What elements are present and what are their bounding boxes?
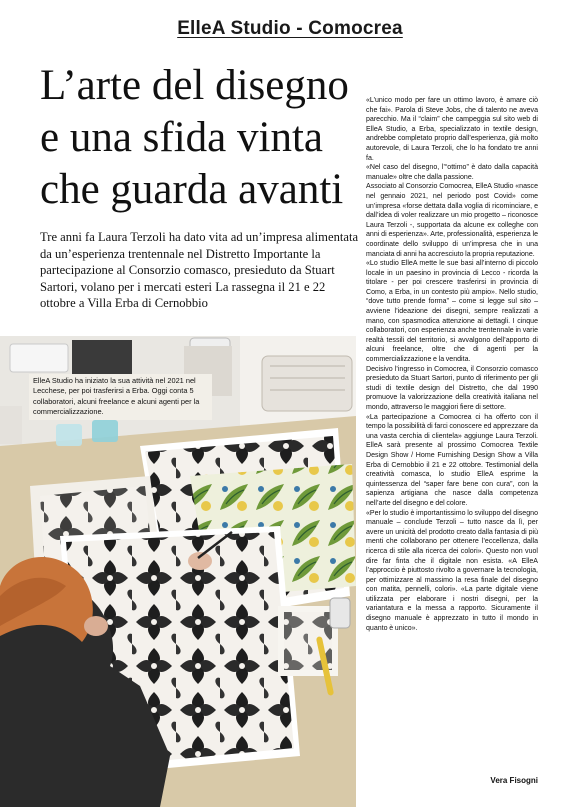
body-paragraph: «Lo studio ElleA mette le sue basi all’interno di piccolo locale in un paesino in provincia di Lecco - ricorda la titolare - per poi crescere trasferirsi in provincia di Como, a Erba, in un contesto più ampio». Nello studio, “dove tutto prende forma” – come si legge sul sito – avviene l’ideazione dei disegni, sempre realizzati a mano, con spasmodica attenzione ai dettagli. I cinque collaboratori, con esperienza anche trentennale in varie realtà tessili del territorio, si avvalgono dell’apporto di alcuni freelance, oltre che di agenti per la commercializzazione e la vendita. [366, 260, 538, 364]
kicker-text: ElleA Studio - Comocrea [177, 18, 403, 39]
standfirst: Tre anni fa Laura Terzoli ha dato vita ad un’impresa alimentata da un’esperienza trentennale nel Distretto Importante la partecipazione al Consorzio comasco, presieduto da Stuart Sartori, volano per i mercati esteri La rassegna il 21 e 22 ottobre a Villa Erba di Cernobbio [40, 230, 359, 311]
photo-caption: ElleA Studio ha iniziato la sua attività nel 2021 nel Lecchese, per poi trasferirsi a Erba. Oggi conta 5 collaboratori, alcuni freelance e alcuni agenti per la commercializzazione. [29, 374, 212, 420]
author-signature: Vera Fisogni [490, 776, 538, 785]
headline-line: e una sfida vinta [40, 114, 323, 161]
body-paragraph: Decisivo l’ingresso in Comocrea, il Consorzio comasco presieduto da Stuart Sartori, punto di riferimento per gli studi di textile design del Distretto, che dal 1990 promuove la valorizzazione della creatività italiana nel mondo, attraverso le maggiori fiere di settore. [366, 365, 538, 411]
headline [40, 60, 375, 216]
body-paragraph: «Per lo studio è importantissimo lo sviluppo del disegno manuale – conclude Terzoli – tutto nasce da lì, per avere un unicità del prodotto creato dalla fantasia di più menti che collaborano per ottenere l’eccellenza, dalla ricerca di stile alla ricerca dei colori». Questo non vuol dire far finta che il digitale non esista. «A ElleA l’approccio è piuttosto rivolto a governare la tecnologia, per ottimizzare al massimo la resa finale del disegno con matita, pennelli, colori». «La parte digitale viene utilizzata per elaborare i nostri disegni, per la variantatura e la messa a rapporto. Sicuramente il disegno manuale è apprezzato in tutto il mondo in quanto è unico». [366, 509, 538, 632]
body-paragraph: Associato al Consorzio Comocrea, ElleA Studio «nasce nel gennaio 2021, nel periodo post Covid» come un’impresa «forse dettata dalla voglia di ricominciare, e dall’idea di voler realizzare un mio progetto – riconosce Laura Terzoli -, supportata da alcune ex colleghe con anni di esperienza». Arte, professionalità, esperienza le coordinate dello sviluppo di un’impresa che in una manciata di anni ha accresciuto la propria reputazione. [366, 183, 538, 258]
headline-line: L’arte del disegno [40, 62, 349, 109]
section-kicker [0, 18, 580, 40]
headline-line: che guarda avanti [40, 166, 344, 213]
article-body [366, 96, 538, 633]
body-paragraph: «La partecipazione a Comocrea ci ha offerto con il tempo la possibilità di farci conoscere ed apprezzare da una vasta cerchia di clientela» aggiunge Laura Terzoli. ElleA sarà presente al prossimo Comocrea Textile Design Show / Home Furnishing Design Show a Villa Erba di Cernobbio il 21 e 22 ottobre. Testimonial della creatività comasca, lo studio ElleA esprime la quintessenza del “saper fare bene con cura”, con la sapienza artigiana che nasce dalla competenza nell’arte del disegno e del colore. [366, 413, 538, 507]
body-paragraph: «L’unico modo per fare un ottimo lavoro, è amare ciò che fai». Parola di Steve Jobs, che di talento ne aveva parecchio. Ma il “claim” che campeggia sul sito web di ElleA Studio, a Erba, specializzato in textile design, andrebbe completato proprio dall’esperienza, già molto autorevole, di Laura Terzoli, che lo ha fondato tre anni fa. [366, 97, 538, 162]
body-paragraph: «Nel caso del disegno, l’“ottimo” è dato dalla capacità manuale» oltre che dalla passione. [366, 164, 538, 181]
